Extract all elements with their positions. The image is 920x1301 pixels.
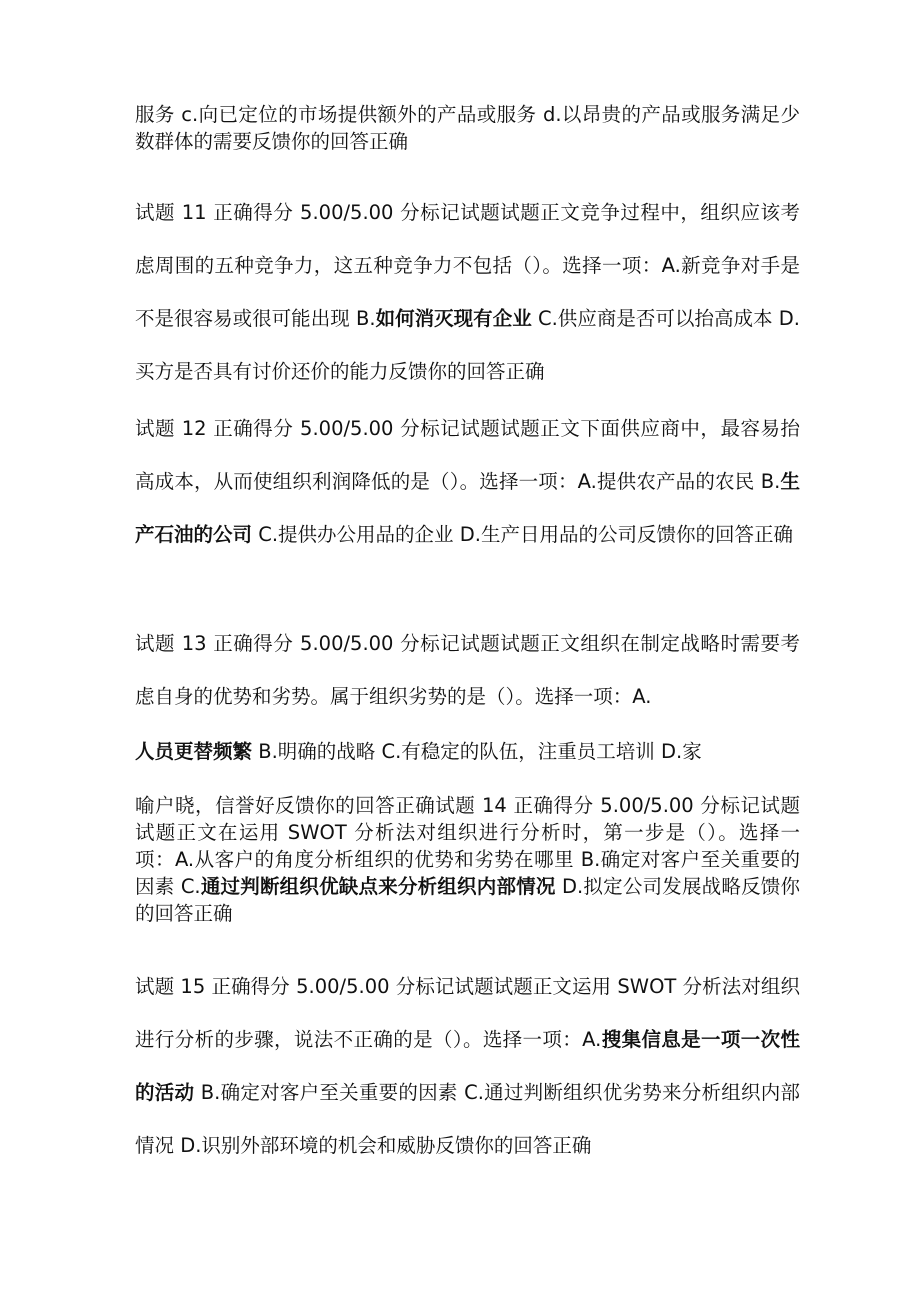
- paragraph-q12: [135, 402, 800, 561]
- bold-answer-text: 通过判断组织优缺点来分析组织内部情况: [200, 875, 556, 898]
- text-segment: B.明确的战略 C.有稳定的队伍，注重员工培训 D.家: [252, 740, 702, 763]
- text-segment: B.确定对客户至关重要的因素 C.通过判断组织优劣势来分析组织内部情况 D.识别外部环境的机会和威胁反馈你的回答正确: [135, 1081, 800, 1157]
- text-segment: 喻户晓，信誉好反馈你的回答正确试题 14 正确得分 5.00/5.00 分标记试题试题正文在运用 SWOT 分析法对组织进行分析时，第一步是（）。选择一项：A.从客户的角度分析组织的优势和劣势在哪里 B.确定对客户至关重要的因素 C.: [135, 794, 800, 898]
- text-segment: D.拟定公司发展战略反馈你的回答正确: [135, 875, 800, 925]
- text-segment: C.供应商是否可以抬高成本 D.买方是否具有讨价还价的能力反馈你的回答正确: [135, 307, 800, 383]
- text-segment: 服务 c.向已定位的市场提供额外的产品或服务 d.以昂贵的产品或服务满足少数群体的需要反馈你的回答正确: [135, 103, 800, 153]
- paragraph-q13: [135, 617, 800, 723]
- bold-answer-text: 生产石油的公司: [135, 470, 800, 546]
- text-segment: 试题 15 正确得分 5.00/5.00 分标记试题试题正文运用 SWOT 分析法对组织进行分析的步骤，说法不正确的是（）。选择一项：A.: [135, 975, 800, 1051]
- text-segment: 试题 13 正确得分 5.00/5.00 分标记试题试题正文组织在制定战略时需要考虑自身的优势和劣势。属于组织劣势的是（）。选择一项：A.: [135, 632, 800, 708]
- bold-answer-text: 人员更替频繁: [135, 740, 253, 763]
- bold-answer-text: 如何消灭现有企业: [375, 307, 532, 330]
- paragraph-q15: [135, 960, 800, 1172]
- text-segment: 试题 11 正确得分 5.00/5.00 分标记试题试题正文竞争过程中，组织应该考虑周围的五种竞争力，这五种竞争力不包括（）。选择一项：A.新竞争对手是不是很容易或很可能出现 B.: [135, 201, 800, 330]
- paragraph-q13-options: [135, 725, 800, 778]
- bold-answer-text: 搜集信息是一项一次性的活动: [135, 1028, 800, 1104]
- paragraph-q10-tail: [135, 101, 800, 155]
- paragraph-q11: [135, 186, 800, 398]
- text-segment: 试题 12 正确得分 5.00/5.00 分标记试题试题正文下面供应商中，最容易抬高成本，从而使组织利润降低的是（）。选择一项：A.提供农产品的农民 B.: [135, 417, 800, 493]
- paragraph-q14: [135, 792, 800, 927]
- text-segment: C.提供办公用品的企业 D.生产日用品的公司反馈你的回答正确: [252, 523, 793, 546]
